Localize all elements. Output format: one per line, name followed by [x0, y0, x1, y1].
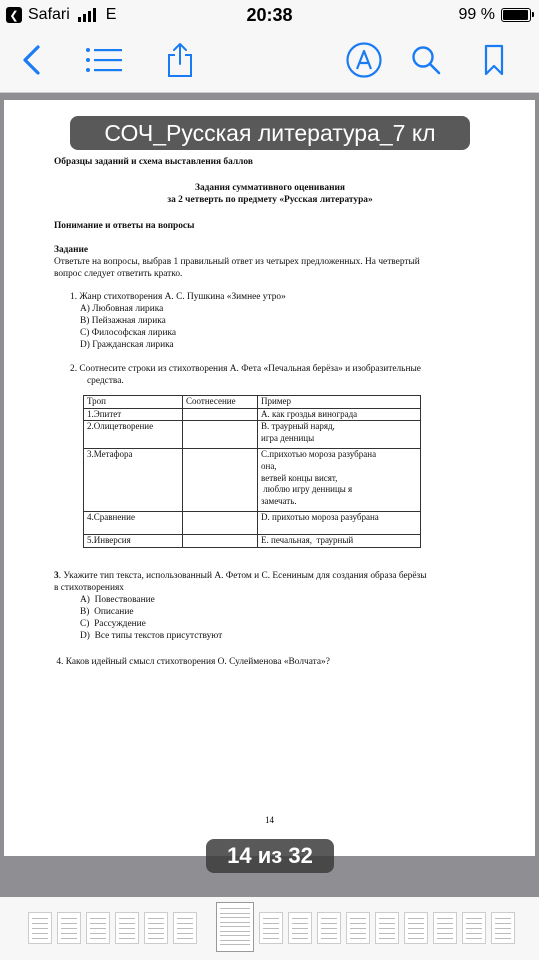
thumbnail-line	[292, 918, 308, 919]
table-row	[84, 421, 421, 449]
thumbnail-line	[61, 928, 77, 929]
thumbnail-line	[119, 923, 135, 924]
thumbnail-line	[263, 938, 279, 939]
question-3-text: . Укажите тип текста, использованный А. Фетом и С. Есениным для создания образа берёзы	[58, 570, 427, 581]
thumbnail-line	[466, 928, 482, 929]
thumbnail-line	[350, 928, 366, 929]
example-cell	[258, 421, 421, 449]
thumbnail-line	[321, 933, 337, 934]
thumbnail-line	[466, 938, 482, 939]
thumbnail-line	[32, 928, 48, 929]
thumbnail-line	[90, 938, 106, 939]
thumbnail[interactable]	[173, 912, 197, 944]
page-number: 14	[265, 815, 274, 825]
thumbnail-line	[437, 938, 453, 939]
heading-samples: Образцы заданий и схема выставления баллов	[54, 157, 253, 167]
thumbnail-line	[148, 933, 164, 934]
example-cell	[258, 535, 421, 548]
thumbnail-line	[32, 918, 48, 919]
question-2-line-1: 2. Соотнесите строки из стихотворения А. Фета «Печальная берёза» и изобразительные	[70, 364, 421, 375]
match-cell	[183, 449, 258, 512]
thumbnail-line	[292, 938, 308, 939]
q1-option-a: A) Любовная лирика	[80, 304, 164, 315]
thumbnail-line	[379, 933, 395, 934]
q1-option-c: C) Философская лирика	[80, 328, 177, 339]
example-cell	[258, 408, 421, 421]
thumbnail-line	[177, 928, 193, 929]
thumbnail-line	[90, 933, 106, 934]
match-cell	[183, 512, 258, 535]
thumbnail-line	[220, 931, 250, 932]
table-row	[84, 408, 421, 421]
thumbnail-line	[408, 923, 424, 924]
match-cell	[183, 421, 258, 449]
thumbnail-strip[interactable]	[0, 897, 539, 960]
thumbnail-line	[321, 918, 337, 919]
thumbnail-line	[32, 933, 48, 934]
table-header-row	[84, 396, 421, 409]
status-right	[459, 6, 531, 24]
thumbnail-line	[379, 923, 395, 924]
thumbnail-line	[437, 928, 453, 929]
question-3-options	[54, 594, 486, 642]
question-3-line-2: в стихотворениях	[54, 583, 124, 594]
thumbnail-line	[437, 918, 453, 919]
table-row	[84, 535, 421, 548]
thumbnail-line	[148, 928, 164, 929]
section-heading: Понимание и ответы на вопросы	[54, 221, 195, 232]
thumbnail-line	[466, 918, 482, 919]
thumbnail-line	[292, 923, 308, 924]
match-cell	[183, 535, 258, 548]
example-line: C.прихотью мороза разубрана	[261, 449, 377, 460]
thumbnail-line	[220, 944, 250, 945]
q3-option-a: A) Повествование	[80, 595, 155, 606]
thumbnail-line	[350, 933, 366, 934]
example-line: B. траурный наряд,	[261, 421, 335, 432]
thumbnail[interactable]	[28, 912, 52, 944]
thumbnail[interactable]	[288, 912, 312, 944]
example-line: ветвей концы висят,	[261, 472, 338, 483]
thumbnail-line	[495, 918, 511, 919]
question-3-number: 3	[54, 570, 59, 581]
back-app-label[interactable]: Safari	[28, 6, 70, 23]
example-line: люблю игру денницы я	[261, 484, 353, 495]
thumbnail-line	[437, 923, 453, 924]
status-time: 20:38	[246, 5, 293, 25]
status-bar	[0, 0, 539, 30]
task-label: Задание	[54, 245, 89, 256]
thumbnail-line	[220, 917, 250, 918]
bookmark-icon[interactable]	[474, 40, 514, 80]
question-1-options	[54, 303, 486, 351]
thumbnail-line	[408, 933, 424, 934]
q1-option-d: D) Гражданская лирика	[80, 340, 174, 351]
thumbnail-line	[177, 938, 193, 939]
heading-assessment-1: Задания суммативного оценивания	[195, 183, 345, 194]
match-cell	[183, 408, 258, 421]
thumbnail-line	[220, 908, 250, 909]
thumbnail-line	[263, 918, 279, 919]
thumbnail-line	[263, 928, 279, 929]
thumbnail-line	[379, 918, 395, 919]
example-cell	[258, 449, 421, 512]
thumbnail-line	[220, 913, 250, 914]
thumbnail-line	[119, 928, 135, 929]
thumbnail-line	[90, 918, 106, 919]
list-icon[interactable]	[84, 40, 124, 80]
thumbnail-line	[408, 938, 424, 939]
question-4: 4. Каков идейный смысл стихотворения О. Сулейменова «Волчата»?	[54, 657, 330, 668]
reader-toolbar	[0, 30, 539, 93]
battery-fill	[503, 10, 528, 20]
thumbnail-line	[263, 933, 279, 934]
q3-option-d: D) Все типы текстов присутствуют	[80, 631, 223, 642]
example-line: игра денницы	[261, 432, 315, 443]
thumbnail-line	[119, 938, 135, 939]
trop-cell: 3.Метафора	[84, 449, 183, 512]
q3-option-c: C) Рассуждение	[80, 619, 146, 630]
q3-option-b: B) Описание	[80, 607, 134, 618]
task-text-line-1: Ответьте на вопросы, выбрав 1 правильный ответ из четырех предложенных. На четвертый	[54, 257, 420, 268]
markup-pen-icon[interactable]	[344, 40, 384, 80]
table-header-match: Соотнесение	[183, 396, 258, 409]
q1-option-b: B) Пейзажная лирика	[80, 316, 166, 327]
example-line: замечать.	[261, 495, 297, 506]
document-content	[54, 150, 486, 668]
thumbnail-line	[263, 923, 279, 924]
thumbnail-line	[495, 933, 511, 934]
thumbnail[interactable]	[86, 912, 110, 944]
thumbnail-line	[61, 918, 77, 919]
thumbnail-line	[220, 922, 250, 923]
thumbnail[interactable]	[404, 912, 428, 944]
document-title-pill: СОЧ_Русская литература_7 кл	[70, 116, 470, 150]
thumbnail-line	[32, 938, 48, 939]
trop-cell: 1.Эпитет	[84, 408, 183, 421]
thumbnail-line	[32, 923, 48, 924]
thumbnail-line	[90, 928, 106, 929]
thumbnail-line	[466, 933, 482, 934]
thumbnail-line	[220, 935, 250, 936]
thumbnail-line	[321, 938, 337, 939]
thumbnail-line	[61, 938, 77, 939]
thumbnail-line	[292, 928, 308, 929]
question-3-line-1	[54, 570, 486, 582]
thumbnail-line	[408, 918, 424, 919]
thumbnail-line	[321, 923, 337, 924]
thumbnail-line	[119, 933, 135, 934]
back-chevron-icon[interactable]	[12, 40, 52, 80]
thumbnail-line	[495, 928, 511, 929]
thumbnail[interactable]	[57, 912, 81, 944]
thumbnail-line	[437, 933, 453, 934]
thumbnail-line	[466, 923, 482, 924]
thumbnail[interactable]	[317, 912, 341, 944]
thumbnail[interactable]	[144, 912, 168, 944]
share-icon[interactable]	[160, 40, 200, 80]
thumbnail-line	[119, 918, 135, 919]
thumbnail[interactable]	[462, 912, 486, 944]
thumbnail-line	[177, 933, 193, 934]
thumbnail-line	[177, 923, 193, 924]
thumbnail-line	[321, 928, 337, 929]
thumbnail-line	[350, 923, 366, 924]
thumbnail-line	[61, 933, 77, 934]
example-line: E. печальная, траурный	[261, 535, 354, 546]
trop-cell: 2.Олицетворение	[84, 421, 183, 449]
thumbnail-line	[220, 940, 250, 941]
thumbnail-line	[350, 918, 366, 919]
table-header-trop: Троп	[84, 396, 183, 409]
thumbnail-line	[350, 938, 366, 939]
search-icon[interactable]	[406, 40, 446, 80]
heading-assessment-2: за 2 четверть по предмету «Русская литература»	[167, 195, 373, 206]
table-header-example: Пример	[258, 396, 421, 409]
table-row	[84, 512, 421, 535]
thumbnail-line	[148, 918, 164, 919]
task-text-line-2: вопрос следует ответить кратко.	[54, 269, 183, 280]
example-line: A. как гроздья винограда	[261, 408, 358, 419]
thumbnail[interactable]	[115, 912, 139, 944]
thumbnail[interactable]	[259, 912, 283, 944]
thumbnail[interactable]	[433, 912, 457, 944]
thumbnail-current[interactable]	[216, 902, 254, 952]
thumbnail-line	[379, 938, 395, 939]
thumbnail-line	[495, 923, 511, 924]
back-to-app-icon[interactable]: ❮	[6, 7, 22, 23]
battery-percent: 99 %	[458, 6, 495, 23]
table-row	[84, 449, 421, 512]
thumbnail[interactable]	[491, 912, 515, 944]
question-2-line-2: средства.	[87, 376, 124, 387]
thumbnail-line	[379, 928, 395, 929]
page-counter: 14 из 32	[206, 839, 334, 873]
tropes-table	[83, 395, 421, 548]
thumbnail[interactable]	[346, 912, 370, 944]
thumbnail[interactable]	[375, 912, 399, 944]
trop-cell: 5.Инверсия	[84, 535, 183, 548]
carrier-label: E	[105, 6, 117, 23]
thumbnail-line	[177, 918, 193, 919]
question-1: 1. Жанр стихотворения А. С. Пушкина «Зимнее утро»	[70, 292, 286, 303]
example-cell	[258, 512, 421, 535]
thumbnail-line	[90, 923, 106, 924]
example-line: D. прихотью мороза разубрана	[261, 512, 379, 523]
trop-cell: 4.Сравнение	[84, 512, 183, 535]
thumbnail-line	[220, 926, 250, 927]
battery-icon	[501, 8, 531, 22]
thumbnail-line	[495, 938, 511, 939]
thumbnail-line	[148, 938, 164, 939]
thumbnail-line	[148, 923, 164, 924]
thumbnail-line	[292, 933, 308, 934]
thumbnail-line	[61, 923, 77, 924]
example-line: она,	[261, 460, 277, 471]
thumbnail-line	[408, 928, 424, 929]
